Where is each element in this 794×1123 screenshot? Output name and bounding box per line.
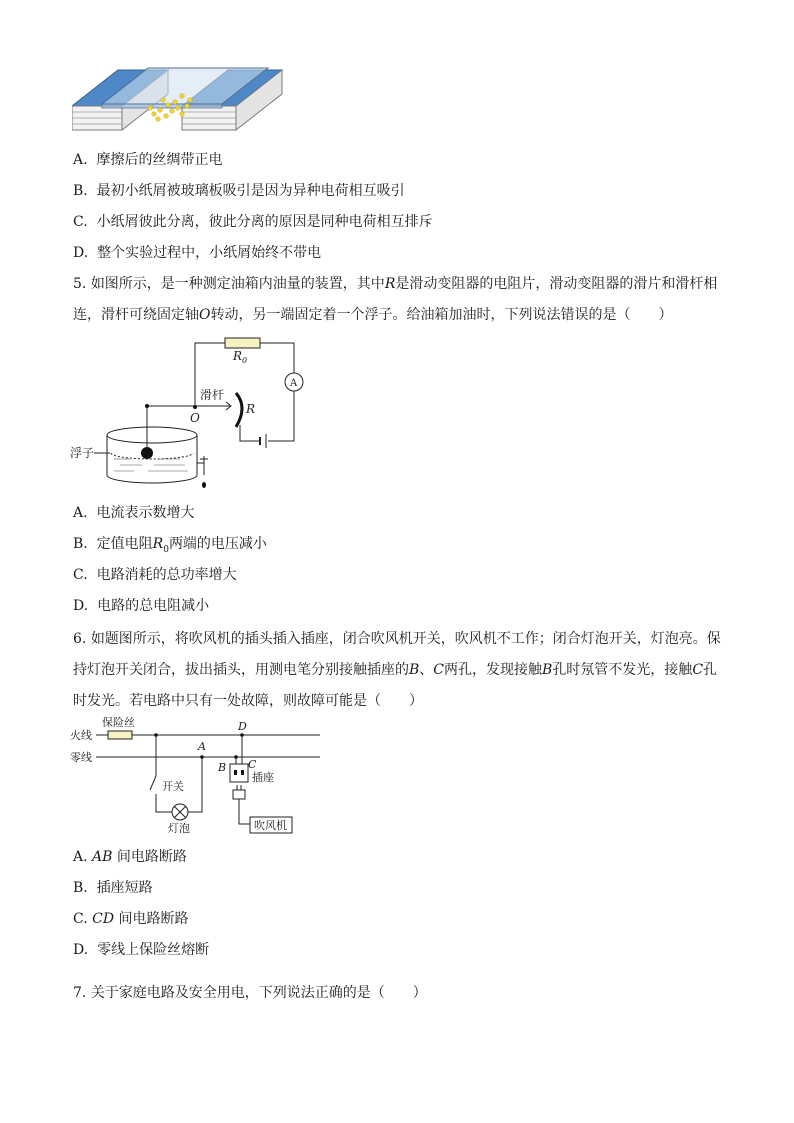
point-c-label: C [248, 758, 257, 771]
q4-option-b: B. 最初小纸屑被玻璃板吸引是因为异种电荷相互吸引 [73, 183, 405, 199]
q6-option-a: A. AB 间电路断路 [73, 849, 187, 865]
r0-label: $R_0$ [233, 349, 248, 365]
q5-stem: 5. 如图所示，是一种测定油箱内油量的装置，其中R是滑动变阻器的电阻片，滑动变阻器的滑片和滑杆相连，滑杆可绕固定轴O转动，另一端固定着一个浮子。给油箱加油时，下列说法错误的是（ ） [73, 276, 718, 323]
q6-option-d: D. 零线上保险丝熔断 [73, 942, 210, 958]
q7-stem: 7. 关于家庭电路及安全用电，下列说法正确的是（ ） [73, 985, 427, 1001]
ammeter-label: A [290, 378, 298, 389]
socket-label: 插座 [252, 771, 274, 784]
point-d-label: D [238, 720, 247, 733]
q4-option-c: C. 小纸屑彼此分离，彼此分离的原因是同种电荷相互排斥 [73, 214, 433, 230]
rod-label: 滑杆 [200, 388, 225, 402]
point-b-label: B [218, 761, 227, 774]
dryer-label: 吹风机 [254, 819, 287, 832]
glass-plate-figure [72, 64, 287, 132]
q5-option-c: C. 电路消耗的总功率增大 [73, 567, 237, 583]
bulb-label: 灯泡 [168, 822, 190, 835]
float-label: 浮子 [70, 446, 95, 460]
r-label: R [246, 402, 256, 416]
q5-option-a: A. 电流表示数增大 [73, 505, 195, 521]
q5-option-b: B. 定值电阻$R_0$两端的电压减小 [73, 536, 267, 555]
q6-option-b: B. 插座短路 [73, 880, 153, 896]
household-circuit-figure [70, 714, 325, 840]
fuse-label: 保险丝 [102, 716, 135, 729]
live-wire-label: 火线 [70, 729, 92, 742]
q4-option-d: D. 整个实验过程中，小纸屑始终不带电 [73, 245, 322, 261]
q5-option-d: D. 电路的总电阻减小 [73, 598, 210, 614]
fuel-gauge-figure [70, 335, 310, 495]
neutral-wire-label: 零线 [70, 751, 92, 764]
switch-label: 开关 [162, 780, 184, 793]
pivot-label: O [190, 411, 200, 425]
point-a-label: A [198, 740, 206, 753]
q6-option-c: C. CD 间电路断路 [73, 911, 189, 927]
q4-option-a: A. 摩擦后的丝绸带正电 [73, 152, 223, 168]
q6-stem: 6. 如题图所示，将吹风机的插头插入插座，闭合吹风机开关，吹风机不工作；闭合灯泡开关，灯泡亮。保持灯泡开关闭合，拔出插头，用测电笔分别接触插座的B、C两孔，发现接触B孔时氖管不发光，接触C孔时发光。若电路中只有一处故障，则故障可能是（ ） [73, 631, 721, 709]
